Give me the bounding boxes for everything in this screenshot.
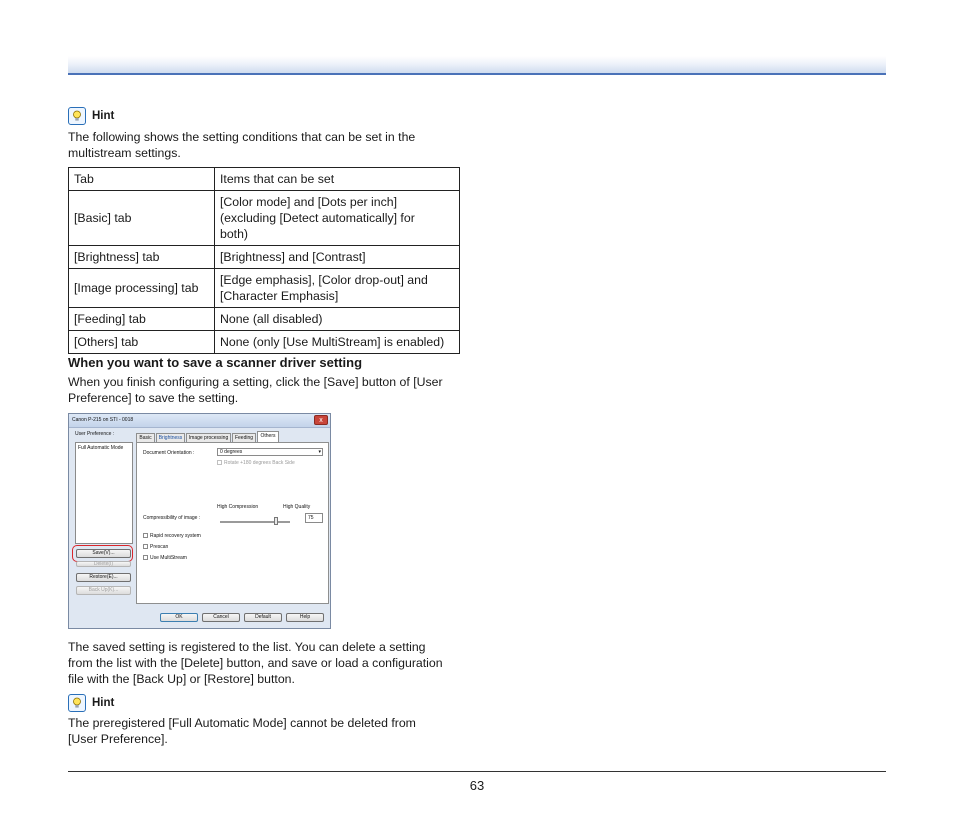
high-quality-label: High Quality — [283, 504, 311, 510]
backup-button[interactable]: Back Up(K)... — [76, 586, 131, 595]
tab-basic[interactable]: Basic — [136, 433, 155, 442]
settings-table — [68, 167, 460, 354]
user-preference-list[interactable] — [75, 442, 133, 544]
rotate-label: Rotate +180 degrees Back Side — [224, 460, 295, 466]
section-heading: When you want to save a scanner driver setting — [68, 355, 363, 370]
section-body: The saved setting is registered to the list. You can delete a setting from the list with the [Delete] button, and save or load a configuration file with the [Back Up] or [Restore] button. — [68, 640, 443, 686]
table-header-cell: Tab — [69, 168, 215, 191]
table-cell: [Edge emphasis], [Color drop-out] and [Character Emphasis] — [215, 269, 460, 308]
hint-label: Hint — [92, 697, 115, 709]
table-cell: None (all disabled) — [215, 308, 460, 331]
doc-orientation-select[interactable]: 0 degrees ▾ — [217, 448, 323, 456]
table-cell: [Color mode] and [Dots per inch] (excluding [Detect automatically] for both) — [215, 191, 460, 246]
tab-feeding[interactable]: Feeding — [232, 433, 256, 442]
lightbulb-icon — [68, 694, 86, 712]
help-button[interactable]: Help — [286, 613, 324, 622]
others-tab-panel — [136, 442, 329, 604]
page-number: 63 — [469, 778, 485, 793]
table-cell: [Brightness] and [Contrast] — [215, 246, 460, 269]
table-cell: [Others] tab — [69, 331, 215, 354]
table-header-row — [69, 168, 460, 191]
tab-image-processing[interactable]: Image processing — [186, 433, 231, 442]
lightbulb-icon — [68, 107, 86, 125]
checkbox-label: Use MultiStream — [150, 555, 187, 561]
slider-thumb[interactable] — [274, 517, 278, 525]
compressibility-label: Compressibility of image : — [143, 515, 201, 521]
dialog-title-bar — [69, 414, 330, 428]
table-cell: [Feeding] tab — [69, 308, 215, 331]
cancel-button[interactable]: Cancel — [202, 613, 240, 622]
hint-heading — [68, 107, 114, 125]
rotate-checkbox[interactable] — [217, 460, 222, 465]
close-icon[interactable]: x — [314, 415, 328, 425]
header-band — [68, 56, 886, 75]
delete-button[interactable]: Delete(I) — [76, 561, 131, 567]
user-preference-label: User Preference : — [75, 431, 115, 437]
doc-orientation-label: Document Orientation : — [143, 450, 195, 456]
list-item[interactable]: Full Automatic Mode — [78, 445, 124, 451]
driver-dialog-screenshot — [68, 413, 331, 629]
rapid-recovery-checkbox[interactable] — [143, 533, 148, 538]
high-compression-label: High Compression — [217, 504, 259, 510]
table-row — [69, 331, 460, 354]
table-header-cell: Items that can be set — [215, 168, 460, 191]
section-intro: When you finish configuring a setting, click the [Save] button of [User Preference] to save the setting. — [68, 375, 443, 405]
table-cell: [Basic] tab — [69, 191, 215, 246]
use-multistream-checkbox[interactable] — [143, 555, 148, 560]
hint-heading — [68, 694, 114, 712]
checkbox-label: Prescan — [150, 544, 169, 550]
restore-button[interactable]: Restore(E)... — [76, 573, 131, 582]
checkbox-label: Rapid recovery system — [150, 533, 201, 539]
save-button[interactable]: Save(V)... — [76, 549, 131, 558]
table-row — [69, 308, 460, 331]
prescan-checkbox[interactable] — [143, 544, 148, 549]
tab-others[interactable]: Others — [257, 431, 279, 443]
table-cell: [Brightness] tab — [69, 246, 215, 269]
footer-rule — [68, 771, 886, 772]
tab-brightness[interactable]: Brightness — [156, 433, 185, 442]
compressibility-spinner[interactable]: 75 — [305, 513, 323, 523]
default-button[interactable]: Default — [244, 613, 282, 622]
hint-text: The preregistered [Full Automatic Mode] cannot be deleted from [User Preference]. — [68, 716, 416, 746]
dialog-title: Canon P-215 on STI - 0018 — [72, 417, 134, 423]
table-cell: [Image processing] tab — [69, 269, 215, 308]
chevron-down-icon: ▾ — [318, 449, 321, 455]
table-row — [69, 191, 460, 246]
table-row — [69, 269, 460, 308]
ok-button[interactable]: OK — [160, 613, 198, 622]
table-row — [69, 246, 460, 269]
compressibility-slider[interactable] — [220, 521, 290, 523]
hint-label: Hint — [92, 110, 115, 122]
hint-text: The following shows the setting conditions that can be set in the multistream settings. — [68, 130, 416, 160]
table-cell: None (only [Use MultiStream] is enabled) — [215, 331, 460, 354]
